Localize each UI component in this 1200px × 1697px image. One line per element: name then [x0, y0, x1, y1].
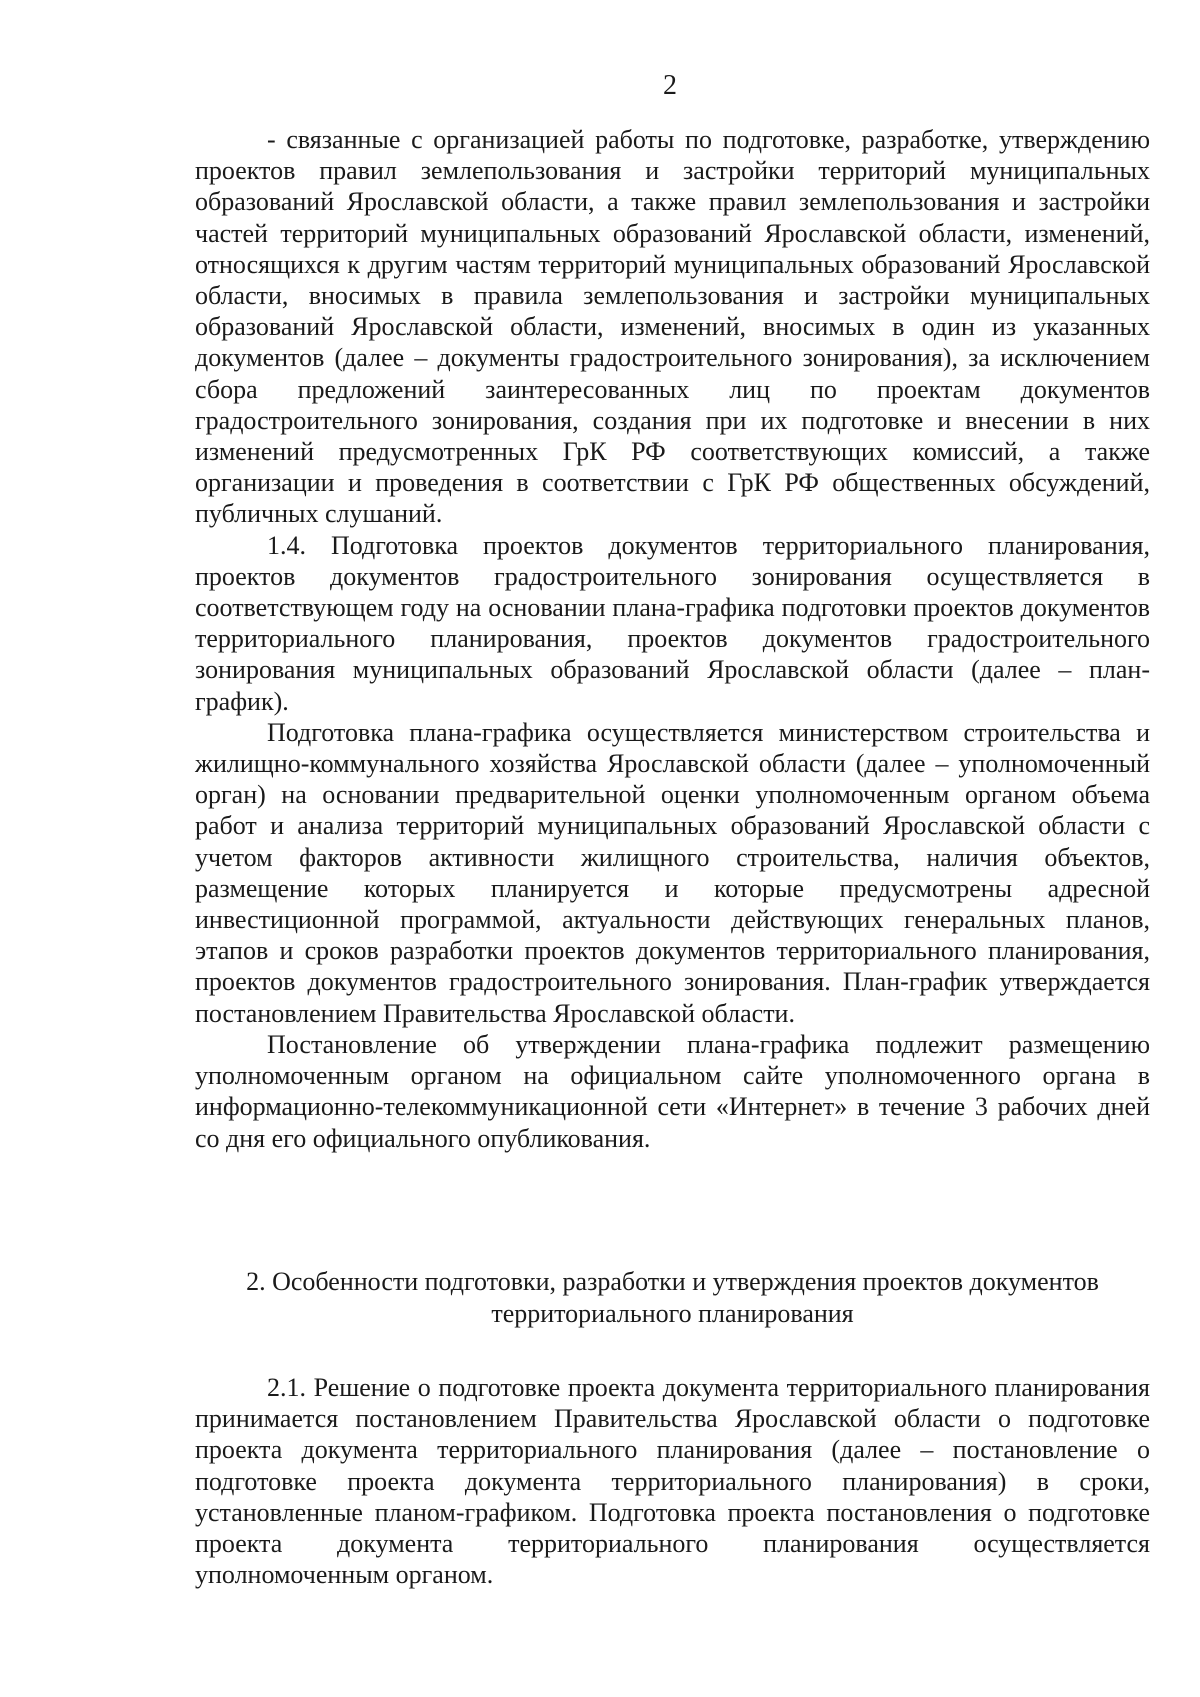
paragraph-1-4: 1.4. Подготовка проектов документов территориального планирования, проектов документов градостроительного зонирования осуществляется в соответствующем году на основании плана-графика подготовки проектов документов территориального планирования, проектов документов градостроительного зонирования муниципальных образований Ярославской области (далее – план-график). [195, 530, 1150, 716]
paragraph-schedule-publication: Постановление об утверждении плана-графика подлежит размещению уполномоченным органом на официальном сайте уполномоченного органа в информационно-телекоммуникационной сети «Интернет» в течение 3 рабочих дней со дня его официального опубликования. [195, 1029, 1150, 1153]
section-2-body [195, 1372, 1150, 1590]
paragraph-zoning-docs: - связанные с организацией работы по подготовке, разработке, утверждению проектов правил землепользования и застройки территорий муниципальных образований Ярославской области, а также правил землепользования и застройки частей территорий муниципальных образований Ярославской области, изменений, относящихся к другим частям территорий муниципальных образований Ярославской области, вносимых в правила землепользования и застройки муниципальных образований Ярославской области, изменений, вносимых в один из указанных документов (далее – документы градостроительного зонирования), за исключением сбора предложений заинтересованных лиц по проектам документов градостроительного зонирования, создания при их подготовке и внесении в них изменений предусмотренных ГрК РФ соответствующих комиссий, а также организации и проведения в соответствии с ГрК РФ общественных обсуждений, публичных слушаний. [195, 125, 1150, 529]
page-number: 2 [663, 70, 677, 101]
paragraph-schedule-preparation: Подготовка плана-графика осуществляется министерством строительства и жилищно-коммунального хозяйства Ярославской области (далее – уполномоченный орган) на основании предварительной оценки уполномоченным органом объема работ и анализа территорий муниципальных образований Ярославской области с учетом факторов активности жилищного строительства, наличия объектов, размещение которых планируется и которые предусмотрены адресной инвестиционной программой, актуальности действующих генеральных планов, этапов и сроков разработки проектов документов территориального планирования, проектов документов градостроительного зонирования. План-график утверждается постановлением Правительства Ярославской области. [195, 717, 1150, 1028]
paragraph-2-1: 2.1. Решение о подготовке проекта документа территориального планирования принимается постановлением Правительства Ярославской области о подготовке проекта документа территориального планирования (далее – постановление о подготовке проекта документа территориального планирования) в сроки, установленные планом-графиком. Подготовка проекта постановления о подготовке проекта документа территориального планирования осуществляется уполномоченным органом. [195, 1373, 1150, 1590]
section-2-heading: 2. Особенности подготовки, разработки и утверждения проектов документов территориального планирования [246, 1267, 1099, 1328]
document-body [195, 124, 1150, 1154]
